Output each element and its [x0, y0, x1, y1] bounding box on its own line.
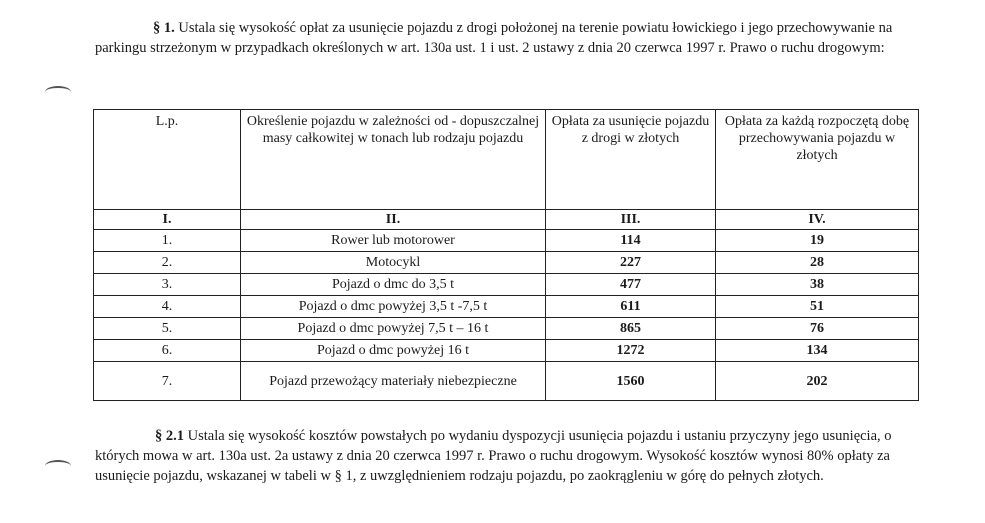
storage-fee-cell: 38 — [716, 274, 919, 296]
section-number: § 1. — [153, 20, 175, 36]
vehicle-cell: Pojazd o dmc powyżej 7,5 t – 16 t — [241, 318, 546, 340]
punch-hole-mark — [45, 460, 71, 472]
paragraph-text: Ustala się wysokość opłat za usunięcie pojazdu z drogi położonej na terenie powiatu łowickiego i jego przechowywanie na parkingu strzeżonym w przypadkach określonych w art. 130a ust. 1 i ust. 2 ustawy z dnia 20 czerwca 1997 r. Prawo o ruchu drogowym: — [95, 20, 893, 56]
roman-cell: II. — [241, 210, 546, 230]
removal-fee-cell: 865 — [546, 318, 716, 340]
vehicle-cell: Pojazd o dmc powyżej 3,5 t -7,5 t — [241, 296, 546, 318]
storage-fee-cell: 76 — [716, 318, 919, 340]
paragraph-text: Ustala się wysokość kosztów powstałych po wydaniu dyspozycji usunięcia pojazdu i ustaniu przyczyny jego usunięcia, o których mowa w art. 130a ust. 2a ustawy z dnia 20 czerwca 1997 r. Prawo o ruchu drogowym. Wysokość kosztów wynosi 80% opłaty za usunięcie pojazdu, wskazanej w tabeli w § 1, z uwzględnieniem rodzaju pojazdu, po zaokrągleniu w górę do pełnych złotych. — [95, 428, 892, 484]
paragraph-1 — [95, 18, 925, 58]
header-lp: L.p. — [94, 110, 241, 210]
table-header-row — [94, 110, 919, 210]
section-number: § 2.1 — [155, 428, 184, 444]
table-row — [94, 296, 919, 318]
lp-cell: 2. — [94, 252, 241, 274]
roman-cell: I. — [94, 210, 241, 230]
storage-fee-cell: 51 — [716, 296, 919, 318]
storage-fee-cell: 28 — [716, 252, 919, 274]
table-row — [94, 274, 919, 296]
storage-fee-cell: 19 — [716, 230, 919, 252]
lp-cell: 7. — [94, 362, 241, 401]
table-row — [94, 362, 919, 401]
vehicle-cell: Rower lub motorower — [241, 230, 546, 252]
lp-cell: 6. — [94, 340, 241, 362]
removal-fee-cell: 1272 — [546, 340, 716, 362]
vehicle-cell: Pojazd o dmc powyżej 16 t — [241, 340, 546, 362]
removal-fee-cell: 227 — [546, 252, 716, 274]
header-removal-fee: Opłata za usunięcie pojazdu z drogi w złotych — [546, 110, 716, 210]
removal-fee-cell: 1560 — [546, 362, 716, 401]
lp-cell: 5. — [94, 318, 241, 340]
roman-cell: IV. — [716, 210, 919, 230]
paragraph-2 — [95, 426, 925, 486]
removal-fee-cell: 477 — [546, 274, 716, 296]
lp-cell: 1. — [94, 230, 241, 252]
roman-numeral-row — [94, 210, 919, 230]
header-vehicle: Określenie pojazdu w zależności od - dopuszczalnej masy całkowitej w tonach lub rodzaju pojazdu — [241, 110, 546, 210]
storage-fee-cell: 202 — [716, 362, 919, 401]
header-storage-fee: Opłata za każdą rozpoczętą dobę przechowywania pojazdu w złotych — [716, 110, 919, 210]
vehicle-cell: Pojazd przewożący materiały niebezpieczne — [241, 362, 546, 401]
vehicle-cell: Pojazd o dmc do 3,5 t — [241, 274, 546, 296]
table-row — [94, 230, 919, 252]
roman-cell: III. — [546, 210, 716, 230]
vehicle-cell: Motocykl — [241, 252, 546, 274]
removal-fee-cell: 611 — [546, 296, 716, 318]
punch-hole-mark — [45, 86, 71, 98]
lp-cell: 3. — [94, 274, 241, 296]
removal-fee-cell: 114 — [546, 230, 716, 252]
fee-table — [93, 109, 919, 401]
lp-cell: 4. — [94, 296, 241, 318]
table-row — [94, 340, 919, 362]
table-row — [94, 252, 919, 274]
table-row — [94, 318, 919, 340]
storage-fee-cell: 134 — [716, 340, 919, 362]
